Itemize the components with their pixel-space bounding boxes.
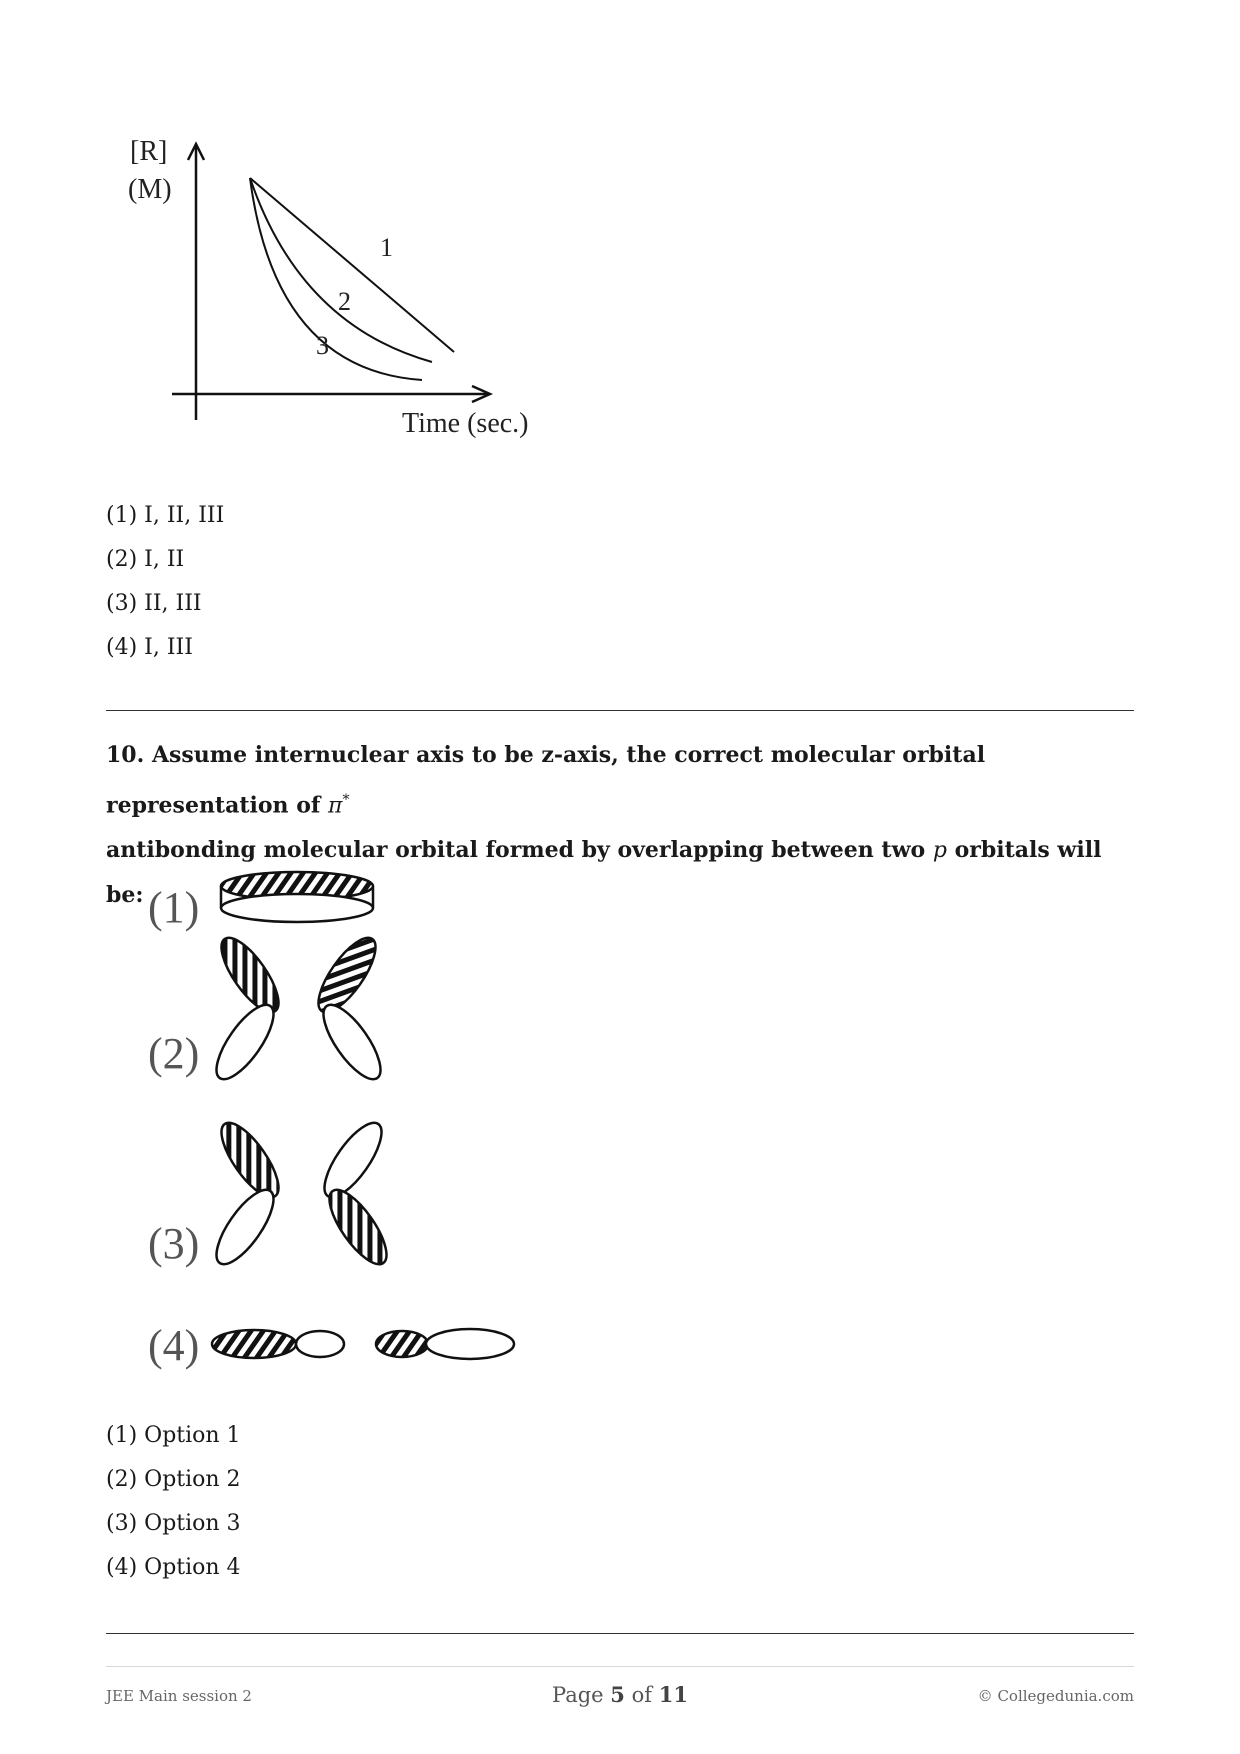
orbital-option-1	[221, 872, 373, 922]
star-superscript: *	[342, 792, 350, 808]
curve-label-3: 3	[316, 331, 329, 360]
page-footer	[106, 1666, 1134, 1727]
p-orbital-symbol: p	[932, 838, 947, 864]
curve-1	[250, 178, 454, 352]
y-axis-label-r: [R]	[130, 136, 168, 167]
q10-option-4: (4) Option 4	[106, 1555, 241, 1580]
question-text-2: antibonding molecular orbital formed by overlapping between two	[106, 837, 933, 864]
footer-exam-name: JEE Main session 2	[106, 1687, 252, 1705]
footer-source: © Collegedunia.com	[977, 1687, 1134, 1705]
question-text-1: Assume internuclear axis to be z-axis, the correct molecular orbital representation of	[106, 742, 986, 819]
current-page: 5	[610, 1682, 625, 1707]
orbital-options-figure	[140, 840, 600, 1390]
orbital-option-2	[207, 930, 391, 1087]
q9-option-1: (1) I, II, III	[106, 503, 225, 528]
orbital-option-4	[212, 1329, 514, 1359]
q10-option-3: (3) Option 3	[106, 1511, 241, 1536]
orbital-label-1: (1)	[148, 883, 200, 932]
y-axis-label-m: (M)	[128, 174, 172, 205]
orbital-label-3: (3)	[148, 1219, 200, 1268]
page-word: Page	[552, 1683, 604, 1707]
of-word: of	[631, 1683, 653, 1707]
q10-option-1: (1) Option 1	[106, 1423, 241, 1448]
q9-option-3: (3) II, III	[106, 591, 202, 616]
curve-label-2: 2	[338, 287, 351, 316]
question-text-3: orbitals will be:	[106, 837, 1102, 909]
q10-options	[106, 1414, 241, 1590]
q9-options	[106, 494, 224, 670]
curve-label-1: 1	[380, 233, 393, 262]
concentration-time-graph	[120, 130, 560, 450]
q9-option-4: (4) I, III	[106, 635, 193, 660]
divider	[106, 1633, 1134, 1634]
divider	[106, 710, 1134, 711]
orbital-label-4: (4)	[148, 1321, 200, 1370]
question-number: 10.	[106, 742, 145, 768]
total-pages: 11	[658, 1682, 688, 1707]
curve-2	[250, 178, 432, 362]
orbital-label-2: (2)	[148, 1029, 200, 1078]
q10-option-2: (2) Option 2	[106, 1467, 241, 1492]
orbital-option-3	[207, 1115, 397, 1272]
pi-symbol: π	[328, 793, 343, 819]
q9-option-2: (2) I, II	[106, 547, 185, 572]
x-axis-label: Time (sec.)	[402, 408, 529, 439]
